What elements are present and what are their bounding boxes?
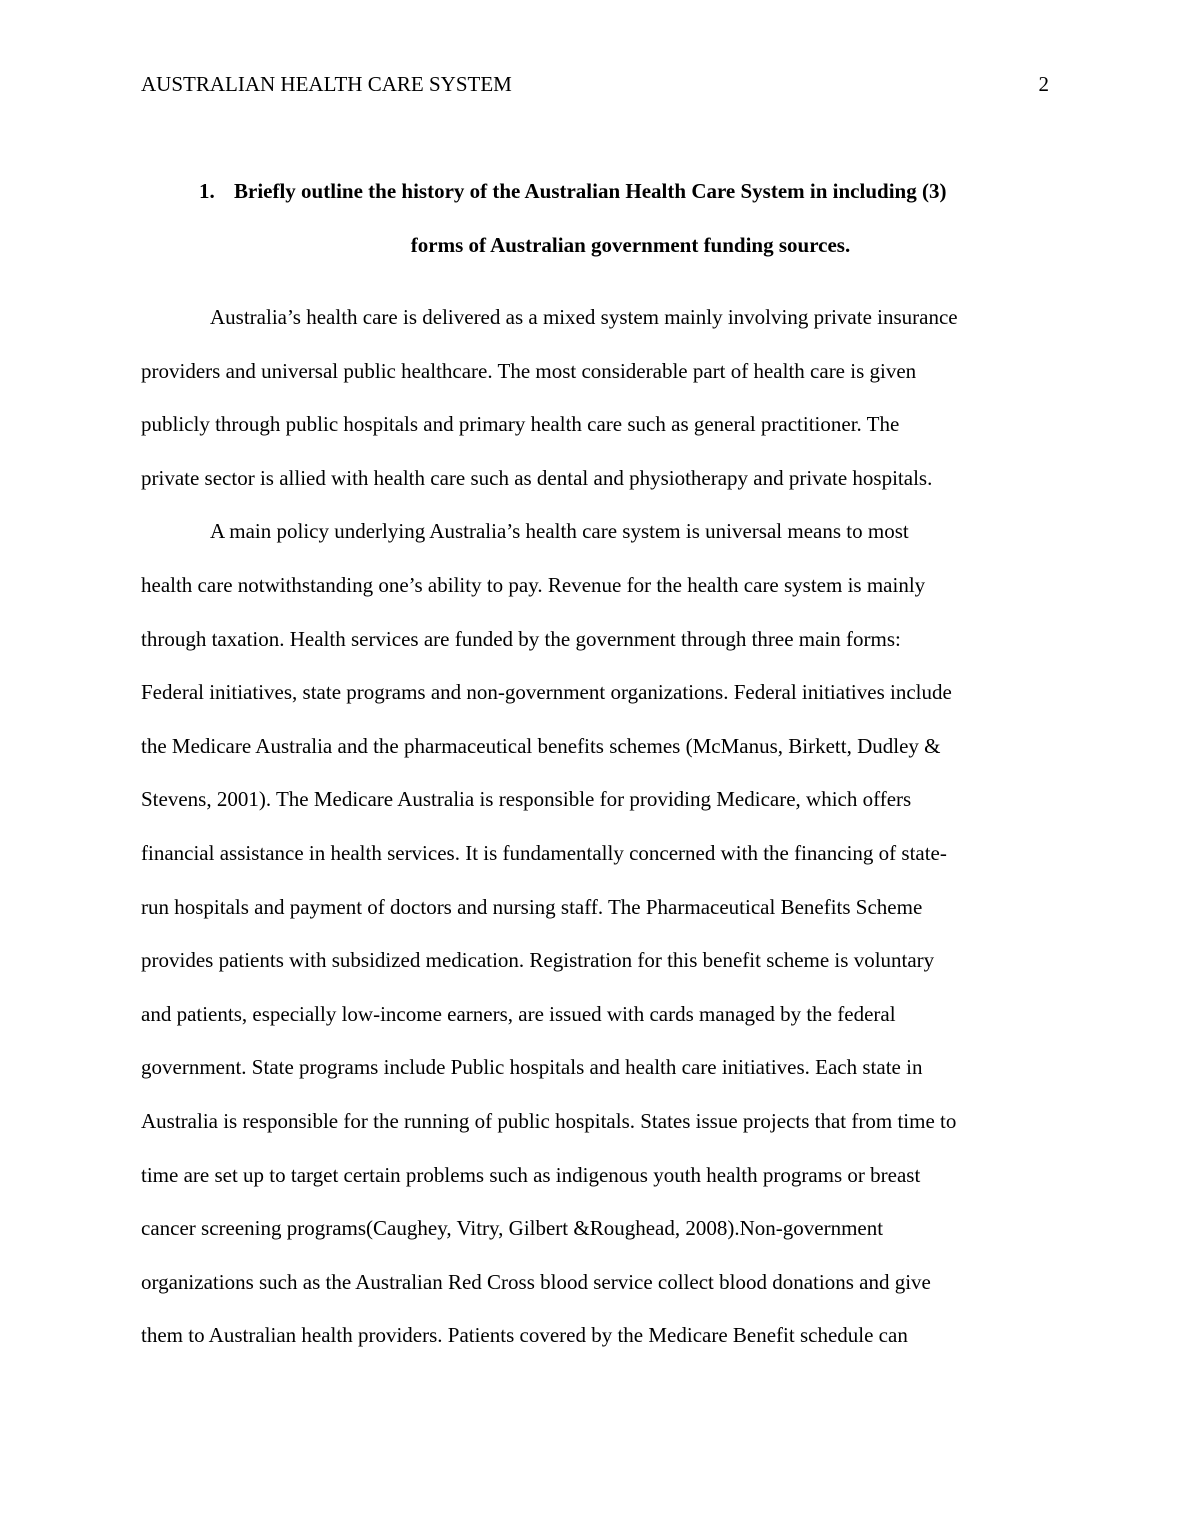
heading-number: 1. <box>199 179 215 203</box>
text-line: time are set up to target certain problems such as indigenous youth health programs or breast <box>141 1162 921 1187</box>
page-header <box>141 71 1049 97</box>
heading-line-1 <box>141 165 1050 219</box>
paragraph <box>141 505 1050 1363</box>
text-line: and patients, especially low-income earners, are issued with cards managed by the federal <box>141 1001 896 1026</box>
text-line: health care notwithstanding one’s ability to pay. Revenue for the health care system is mainly <box>141 572 926 597</box>
section-heading <box>141 165 1050 272</box>
text-line: Federal initiatives, state programs and non-government organizations. Federal initiatives include <box>141 680 952 705</box>
text-line: them to Australian health providers. Patients covered by the Medicare Benefit schedule can <box>141 1323 908 1348</box>
running-head: AUSTRALIAN HEALTH CARE SYSTEM <box>141 72 512 96</box>
text-line: private sector is allied with health care such as dental and physiotherapy and private hospitals. <box>141 465 933 490</box>
heading-text-line-2: forms of Australian government funding sources. <box>410 232 851 257</box>
text-line: provides patients with subsidized medication. Registration for this benefit scheme is voluntary <box>141 948 935 973</box>
text-line: through taxation. Health services are funded by the government through three main forms: <box>141 626 901 651</box>
text-line: providers and universal public healthcare. The most considerable part of health care is given <box>141 358 917 383</box>
text-line: publicly through public hospitals and primary health care such as general practitioner. The <box>141 412 900 437</box>
body-text <box>141 291 1050 1363</box>
text-line: cancer screening programs(Caughey, Vitry, Gilbert &Roughead, 2008).Non-government <box>141 1216 884 1241</box>
text-line: organizations such as the Australian Red Cross blood service collect blood donations and give <box>141 1269 931 1294</box>
text-line: A main policy underlying Australia’s health care system is universal means to most <box>210 519 909 544</box>
text-line: financial assistance in health services. It is fundamentally concerned with the financing of state- <box>141 840 947 865</box>
text-line: Australia is responsible for the running of public hospitals. States issue projects that from time to <box>141 1108 957 1133</box>
page-number: 2 <box>1038 72 1049 96</box>
text-line: Australia’s health care is delivered as a mixed system mainly involving private insurance <box>210 305 958 329</box>
paragraph <box>141 291 1050 505</box>
text-line: run hospitals and payment of doctors and nursing staff. The Pharmaceutical Benefits Scheme <box>141 894 923 919</box>
heading-text-line-1: Briefly outline the history of the Australian Health Care System in including (3) <box>234 179 947 203</box>
text-line: Stevens, 2001). The Medicare Australia is responsible for providing Medicare, which offers <box>141 787 912 812</box>
text-line: government. State programs include Public hospitals and health care initiatives. Each state in <box>141 1055 923 1080</box>
text-line: the Medicare Australia and the pharmaceutical benefits schemes (McManus, Birkett, Dudley & <box>141 733 941 758</box>
